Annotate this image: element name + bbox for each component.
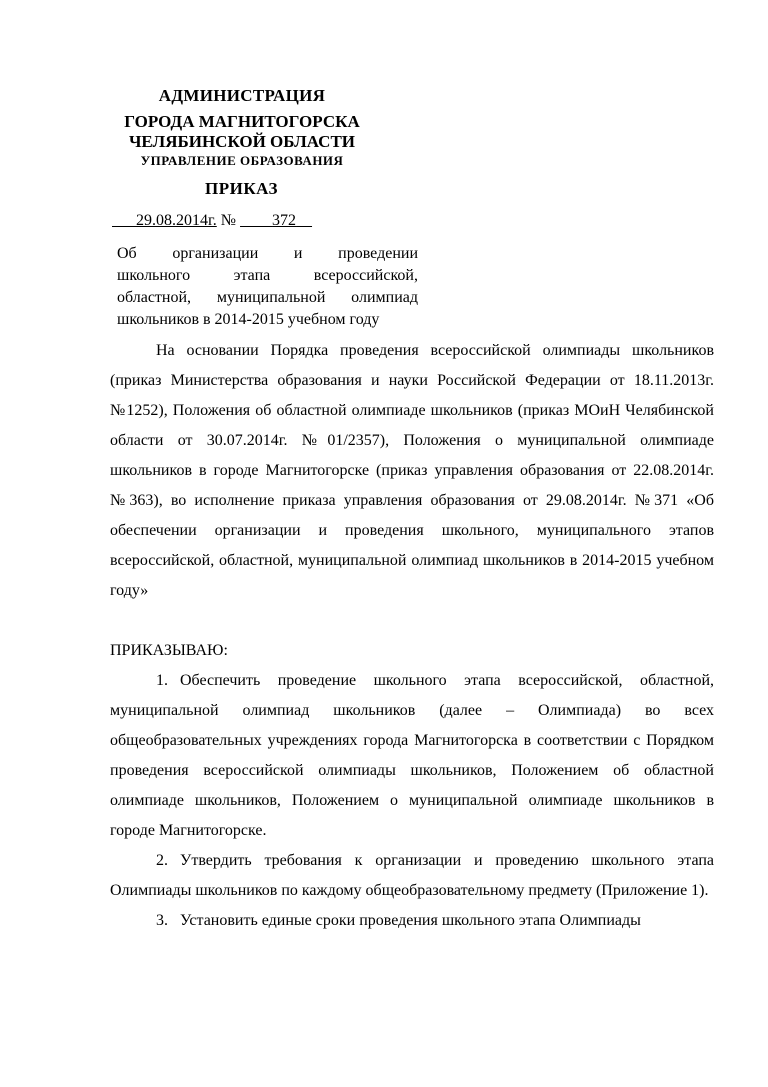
letterhead-city: ГОРОДА МАГНИТОГОРСКА — [124, 112, 360, 131]
order-item-2 — [110, 846, 714, 906]
order-number-sign: № — [220, 212, 237, 229]
order-item-3 — [110, 906, 714, 936]
order-number: 372 — [272, 212, 297, 229]
item-text: Обеспечить проведение школьного этапа всероссийской, областной, муниципальной олимпиад школьников (далее – Олимпиада) во всех общеобразовательных учреждениях города Магнитогорска в соответствии с Порядком проведения всероссийской олимпиады школьников, Положением об областной олимпиаде школьников, Положением о муниципальной олимпиаде школьников в городе Магнитогорске. — [110, 672, 714, 839]
order-date: 29.08.2014г. — [136, 212, 217, 229]
item-number: 2. — [156, 852, 168, 869]
subject-line: школьного этапа всероссийской, — [117, 267, 418, 284]
order-word: ПРИКАЗЫВАЮ: — [110, 642, 228, 659]
letterhead — [110, 86, 374, 169]
paragraph-spacer — [110, 606, 714, 636]
order-item-1 — [110, 666, 714, 846]
subject-line: областной, муниципальной олимпиад — [117, 289, 418, 306]
order-date-line — [112, 212, 312, 230]
item-text: Установить единые сроки проведения школьного этапа Олимпиады — [180, 912, 641, 929]
order-body — [110, 336, 714, 936]
preamble-paragraph: На основании Порядка проведения всероссийской олимпиады школьников (приказ Министерства образования и науки Российской Федерации от 18.11.2013г. №1252), Положения об областной олимпиаде школьников (приказ МОиН Челябинской области от 30.07.2014г. №01/2357), Положения о муниципальной олимпиаде школьников в городе Магнитогорске (приказ управления образования от 22.08.2014г. №363), во исполнение приказа управления образования от 29.08.2014г. №371 «Об обеспечении организации и проведения школьного, муниципального этапов всероссийской, областной, муниципальной олимпиад школьников в 2014-2015 учебном году» — [110, 342, 714, 599]
item-number: 1. — [156, 672, 168, 689]
item-text: Утвердить требования к организации и проведению школьного этапа Олимпиады школьников по каждому общеобразовательному предмету (Приложение 1). — [110, 852, 714, 899]
subject-line: школьников в 2014-2015 учебном году — [117, 311, 380, 328]
subject-line: Об организации и проведении — [117, 245, 418, 262]
letterhead-region: ЧЕЛЯБИНСКОЙ ОБЛАСТИ — [128, 132, 356, 151]
order-title: ПРИКАЗ — [205, 179, 278, 198]
letterhead-department: УПРАВЛЕНИЕ ОБРАЗОВАНИЯ — [140, 153, 344, 168]
item-number: 3. — [156, 912, 168, 929]
order-subject — [117, 243, 418, 331]
letterhead-administration: АДМИНИСТРАЦИЯ — [158, 86, 326, 105]
